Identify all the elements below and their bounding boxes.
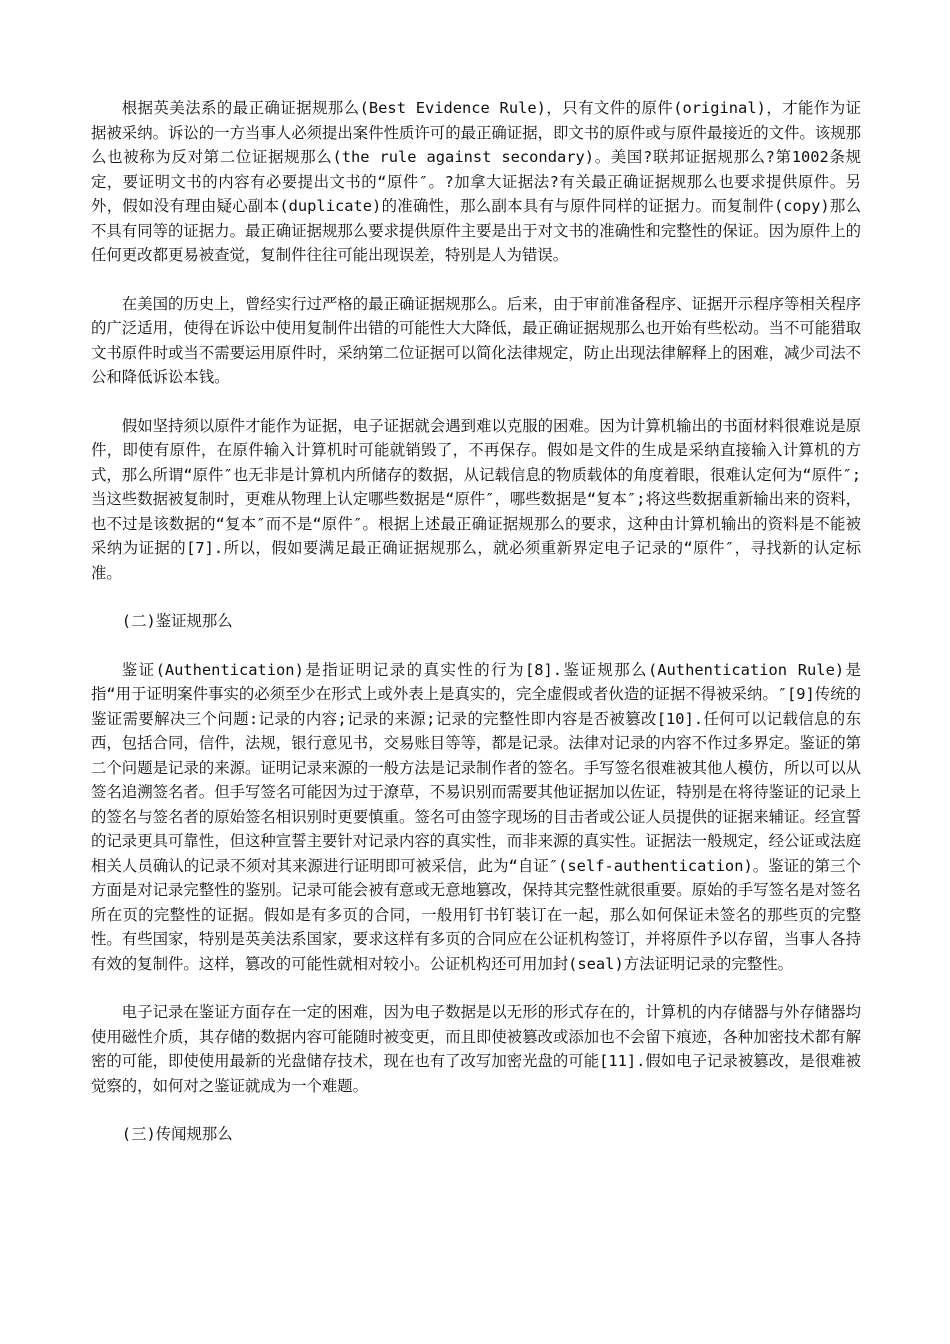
paragraph-best-evidence-rule: 根据英美法系的最正确证据规那么(Best Evidence Rule)，只有文件的原件(original)，才能作为证据被采纳。诉讼的一方当事人必须提出案件性质许可的最正确证据，即文书的原件或与原件最接近的文件。该规那么也被称为反对第二位证据规那么(the rule against secondary)。美国?联邦证据规那么?第1002条规定，要证明文书的内容有必要提出文书的“原件″。?加拿大证据法?有关最正确证据规那么也要求提供原件。另外，假如没有理由疑心副本(duplicate)的准确性，那么副本具有与原件同样的证据力。而复制件(copy)那么不具有同等的证据力。最正确证据规那么要求提供原件主要是出于对文书的准确性和完整性的保证。因为原件上的任何更改都更易被查觉，复制件往往可能出现误差，特别是人为错误。 (91, 99, 861, 264)
section-heading-authentication: (二)鉴证规那么 (121, 612, 233, 630)
paragraph-authentication-rule: 鉴证(Authentication)是指证明记录的真实性的行为[8].鉴证规那么(Authentication Rule)是指“用于证明案件事实的必须至少在形式上或外表上是真实的，完全虚假或者伙造的证据不得被采纳。″[9]传统的鉴证需要解决三个问题:记录的内容;记录的来源;记录的完整性即内容是否被篡改[10].任何可以记载信息的东西，包括合同，信件，法规，银行意见书，交易账目等等，都是记录。法律对记录的内容不作过多界定。鉴证的第二个问题是记录的来源。证明记录来源的一般方法是记录制作者的签名。手写签名很难被其他人模仿，所以可以从签名追溯签名者。但手写签名可能因为过于潦草，不易识别而需要其他证据加以佐证，特别是在将待鉴证的记录上的签名与签名者的原始签名相识别时更要慎重。签名可由签字现场的目击者或公证人员提供的证据来辅证。经宣誓的记录更具可靠性，但这种宣誓主要针对记录内容的真实性，而非来源的真实性。证据法一般规定，经公证或法庭相关人员确认的记录不须对其来源进行证明即可被采信，此为“自证″(self-authentication)。鉴证的第三个方面是对记录完整性的鉴别。记录可能会被有意或无意地篡改，保持其完整性就很重要。原始的手写签名是对签名所在页的完整性的证据。假如是有多页的合同，一般用钉书钉装订在一起，那么如何保证未签名的那些页的完整性。有些国家，特别是英美法系国家，要求这样有多页的合同应在公证机构签订，并将原件予以存留，当事人各持有效的复制件。这样，篡改的可能性就相对较小。公证机构还可用加封(seal)方法证明记录的完整性。 (91, 660, 861, 973)
paragraph-us-history: 在美国的历史上，曾经实行过严格的最正确证据规那么。后来，由于审前准备程序、证据开示程序等相关程序的广泛适用，使得在诉讼中使用复制件出错的可能性大大降低，最正确证据规那么也开始有些松动。当不可能猎取文书原件时或当不需要运用原件时，采纳第二位证据可以简化法律规定，防止出现法律解释上的困难，减少司法不公和降低诉讼本钱。 (91, 294, 861, 386)
paragraph-electronic-authentication: 电子记录在鉴证方面存在一定的困难，因为电子数据是以无形的形式存在的，计算机的内存储器与外存储器均使用磁性介质，其存储的数据内容可能随时被变更，而且即使被篡改或添加也不会留下痕迹，各种加密技术都有解密的可能，即使使用最新的光盘储存技术，现在也有了改写加密光盘的可能[11].假如电子记录被篡改，是很难被觉察的，如何对之鉴证就成为一个难题。 (91, 1003, 861, 1095)
document-page (91, 96, 861, 1171)
section-heading-hearsay: (三)传闻规那么 (121, 1125, 233, 1143)
paragraph-electronic-original: 假如坚持须以原件才能作为证据，电子证据就会遇到难以克服的困难。因为计算机输出的书面材料很难说是原件，即使有原件，在原件输入计算机时可能就销毁了，不再保存。假如是文件的生成是采纳直接输入计算机的方式，那么所谓“原件″也无非是计算机内所储存的数据，从记载信息的物质载体的角度着眼，很难认定何为“原件″;当这些数据被复制时，更难从物理上认定哪些数据是“原件″，哪些数据是“复本″;将这些数据重新输出来的资料，也不过是该数据的“复本″而不是“原件″。根据上述最正确证据规那么的要求，这种由计算机输出的资料是不能被采纳为证据的[7].所以，假如要满足最正确证据规那么，就必须重新界定电子记录的“原件″，寻找新的认定标准。 (91, 416, 861, 582)
